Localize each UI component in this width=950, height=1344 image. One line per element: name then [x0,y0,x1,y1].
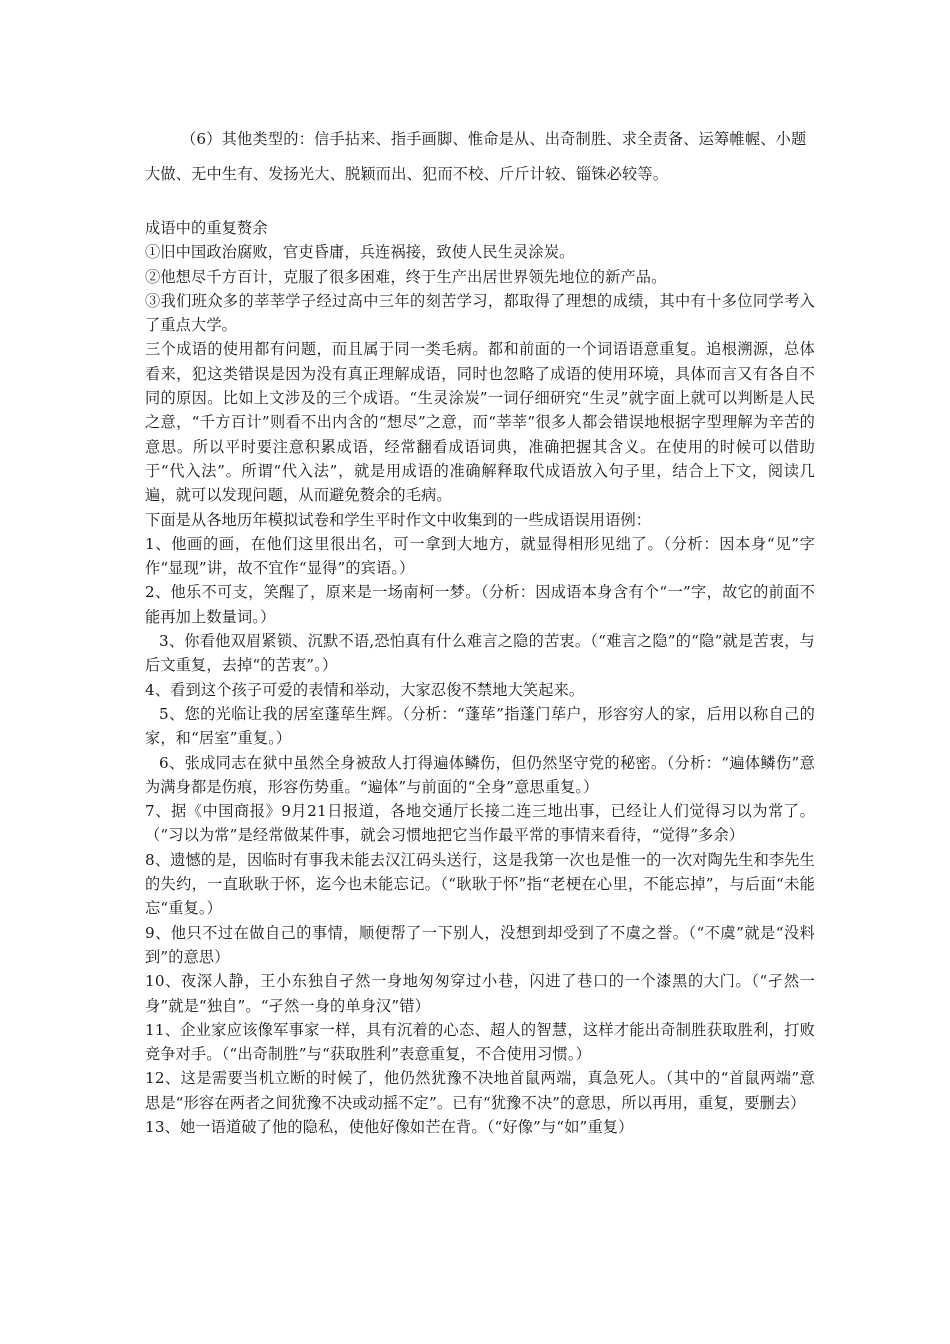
document-body [145,216,815,1139]
list-intro: 下面是从各地历年模拟试卷和学生平时作文中收集到的一些成语误用语例： [145,510,652,529]
list-item: 9、他只不过在做自己的事情，顺便帮了一下别人，没想到却受到了不虞之誉。（“不虞”就是“没料到”的意思） [145,923,815,966]
list-item: 11、企业家应该像军事家一样，具有沉着的心态、超人的智慧，这样才能出奇制胜获取胜利，打败竞争对手。（“出奇制胜”与“获取胜利”表意重复，不合使用习惯。） [145,1020,815,1064]
section-title: 成语中的重复赘余 [145,219,268,237]
list-item: 8、遗憾的是，因临时有事我未能去汉江码头送行，这是我第一次也是惟一的一次对陶先生和李先生的失约，一直耿耿于怀，迄今也未能忘记。（“耿耿于怀”指“老梗在心里，不能忘掉”，与后面“未能忘“重复。） [145,850,815,918]
list-item: 10、夜深人静，王小东独自孑然一身地匆匆穿过小巷，闪进了巷口的一个漆黑的大门。（“孑然一身”就是“独自”。“孑然一身的单身汉”错） [145,972,815,1015]
example-sentence: ①旧中国政治腐败，官吏昏庸，兵连祸接，致使人民生灵涂炭。 [145,243,575,262]
list-item: 6、张成同志在狱中虽然全身被敌人打得遍体鳞伤，但仍然坚守党的秘密。（分析：“遍体鳞伤”意为满身都是伤痕，形容伤势重。“遍体”与前面的“全身”意思重复。） [145,753,815,796]
list-item: 4、看到这个孩子可爱的表情和举动，大家忍俊不禁地大笑起来。 [145,680,585,699]
intro-paragraph: （6）其他类型的：信手拈来、指手画脚、惟命是从、出奇制胜、求全责备、运筹帷幄、小题大做、无中生有、发扬光大、脱颖而出、犯而不校、斤斤计较、锱铢必较等。 [145,130,807,183]
list-item: 2、他乐不可支，笑醒了，原来是一场南柯一梦。（分析：因成语本身含有个“一”字，故它的前面不能再加上数量词。） [145,583,815,626]
list-item: 7、据《中国商报》9月21日报道，各地交通厅长接二连三地出事，已经让人们觉得习以为常了。（“习以为常”是经常做某件事，就会习惯地把它当作最平常的事情来看待，“觉得”多余） [145,802,815,845]
example-sentence: ③我们班众多的莘莘学子经过高中三年的刻苦学习，都取得了理想的成绩，其中有十多位同学考入了重点大学。 [145,291,815,335]
list-item: 5、您的光临让我的居室蓬荜生辉。（分析：“蓬荜”指蓬门荜户，形容穷人的家，后用以称自己的家，和“居室”重复。） [145,704,815,748]
list-item: 13、她一语道破了他的隐私，使他好像如芒在背。（“好像”与“如”重复） [145,1117,634,1136]
list-item: 12、这是需要当机立断的时候了，他仍然犹豫不决地首鼠两端，真急死人。（其中的“首鼠两端”意思是“形容在两者之间犹豫不决或动摇不定”。已有“犹豫不决”的意思，所以再用，重复，要删去） [145,1069,815,1112]
list-item: 3、你看他双眉紧锁、沉默不语,恐怕真有什么难言之隐的苦衷。（“难言之隐”的“隐”就是苦衷，与后文重复，去掉“的苦衷”。） [145,632,815,675]
list-item: 1、他画的画，在他们这里很出名，可一拿到大地方，就显得相形见绌了。（分析：因本身“见”字作“显现”讲，故不宜作“显得”的宾语。） [145,534,815,578]
analysis-paragraph: 三个成语的使用都有问题，而且属于同一类毛病。都和前面的一个词语语意重复。追根溯源，总体看来，犯这类错误是因为没有真正理解成语，同时也忽略了成语的使用环境，具体而言又有各自不同的原因。比如上文涉及的三个成语。“生灵涂炭”一词仔细研究“生灵”就字面上就可以判断是人民之意，“千方百计”则看不出内含的“想尽”之意，而“莘莘”很多人都会错误地根据字型理解为辛苦的意思。所以平时要注意积累成语，经常翻看成语词典，准确把握其含义。在使用的时候可以借助于“代入法”。所谓“代入法”，就是用成语的准确解释取代成语放入句子里，结合上下文，阅读几遍，就可以发现问题，从而避免赘余的毛病。 [145,340,815,505]
example-sentence: ②他想尽千方百计，克服了很多困难，终于生产出居世界领先地位的新产品。 [145,267,667,286]
